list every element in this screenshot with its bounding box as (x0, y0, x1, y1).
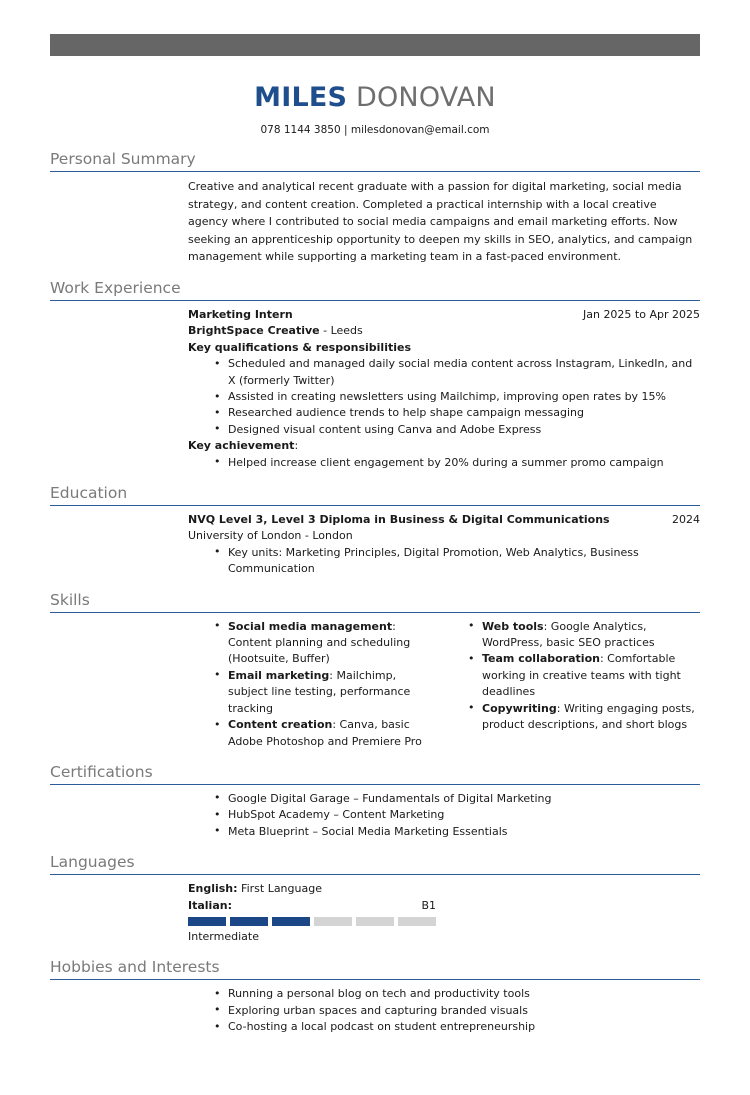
qualification-title: NVQ Level 3, Level 3 Diploma in Business & Digital Communications (188, 513, 610, 527)
meter-segment (356, 917, 394, 926)
section-title-personal-summary: Personal Summary (50, 149, 700, 172)
section-title-work-experience: Work Experience (50, 278, 700, 301)
header-accent-bar (50, 34, 700, 56)
skill-label: Copywriting (482, 701, 557, 715)
meter-segment (398, 917, 436, 926)
primary-language-line (188, 881, 700, 897)
skill-value: : Canva, basic Adobe Photoshop and Premiere Pro (228, 718, 422, 748)
hobbies-list (188, 986, 700, 1035)
employer-name: BrightSpace Creative (188, 324, 320, 338)
certifications-body (50, 785, 700, 840)
list-item: • Key units: Marketing Principles, Digital Promotion, Web Analytics, Business Communication (214, 545, 700, 578)
institution-name: University of London - London (188, 529, 353, 543)
section-education (50, 483, 700, 578)
education-body (50, 506, 700, 578)
list-item (214, 619, 438, 668)
secondary-language-level-code: B1 (421, 898, 436, 912)
section-title-hobbies: Hobbies and Interests (50, 957, 700, 980)
employer-line (188, 323, 700, 339)
skill-label: Web tools (482, 619, 544, 633)
skill-label: Email marketing (228, 668, 330, 682)
section-title-skills: Skills (50, 590, 700, 613)
skills-columns (188, 619, 700, 750)
section-title-languages: Languages (50, 852, 700, 875)
list-item: • Co-hosting a local podcast on student entrepreneurship (214, 1019, 700, 1035)
list-item: • Running a personal blog on tech and productivity tools (214, 986, 700, 1002)
hobbies-body (50, 980, 700, 1035)
personal-summary-text: Creative and analytical recent graduate with a passion for digital marketing, social media strategy, and content creation. Completed a practical internship with a local creative agency where I contributed to social media campaigns and email marketing efforts. Now seeking an apprenticeship opportunity to deepen my skills in SEO, analytics, and campaign management while supporting a marketing team in a fast-paced environment. (188, 180, 693, 264)
list-item: • Researched audience trends to help shape campaign messaging (214, 405, 700, 421)
section-work-experience (50, 278, 700, 471)
section-personal-summary (50, 149, 700, 266)
achievement-label: Key achievement (188, 439, 295, 453)
list-item: • Helped increase client engagement by 20% during a summer promo campaign (214, 455, 700, 471)
job-dates: Jan 2025 to Apr 2025 (582, 307, 700, 321)
job-title: Marketing Intern (188, 307, 293, 321)
first-name: MILES (254, 82, 348, 113)
secondary-language-label: Italian: (188, 898, 232, 912)
list-item (214, 668, 438, 717)
section-certifications (50, 762, 700, 840)
responsibilities-label: Key qualifications & responsibilities (188, 340, 412, 354)
education-year: 2024 (672, 513, 700, 527)
certifications-list (188, 791, 700, 840)
skill-value: : Comfortable working in creative teams with tight deadlines (482, 652, 681, 699)
list-item (468, 651, 700, 700)
skills-body (50, 613, 700, 750)
work-entry-header (188, 307, 700, 323)
section-skills (50, 590, 700, 750)
list-item: • Meta Blueprint – Social Media Marketing Essentials (214, 824, 700, 840)
list-item: • Assisted in creating newsletters using Mailchimp, improving open rates by 15% (214, 389, 700, 405)
section-title-education: Education (50, 483, 700, 506)
skills-column-right (450, 619, 700, 750)
responsibilities-list (188, 356, 700, 438)
achievement-label-line (188, 438, 700, 454)
name-header (50, 82, 700, 137)
list-item: • Exploring urban spaces and capturing branded visuals (214, 1003, 700, 1019)
section-hobbies (50, 957, 700, 1035)
list-item (214, 717, 438, 750)
skill-label: Team collaboration (482, 652, 600, 666)
skills-column-left (188, 619, 438, 750)
language-proficiency-meter (188, 917, 436, 926)
skill-label: Social media management (228, 619, 393, 633)
secondary-language-line (188, 898, 436, 914)
meter-segment (314, 917, 352, 926)
section-languages (50, 852, 700, 945)
meter-segment (230, 917, 268, 926)
list-item (468, 619, 700, 652)
primary-language-value: First Language (237, 882, 322, 896)
skill-label: Content creation (228, 718, 333, 732)
list-item (468, 701, 700, 734)
skills-list-left (188, 619, 438, 750)
list-item: • Designed visual content using Canva and Adobe Express (214, 422, 700, 438)
skill-value: : Writing engaging posts, product descriptions, and short blogs (482, 701, 695, 732)
list-item: • HubSpot Academy – Content Marketing (214, 807, 700, 823)
meter-segment (272, 917, 310, 926)
section-title-certifications: Certifications (50, 762, 700, 785)
list-item: • Google Digital Garage – Fundamentals of Digital Marketing (214, 791, 700, 807)
resume-page (0, 34, 750, 1095)
education-entry-header (188, 512, 700, 528)
skill-value: : Mailchimp, subject line testing, performance tracking (228, 668, 411, 715)
education-details-list (188, 545, 700, 578)
secondary-language-level-text: Intermediate (188, 929, 259, 943)
meter-segment (188, 917, 226, 926)
list-item: • Scheduled and managed daily social media content across Instagram, LinkedIn, and X (formerly Twitter) (214, 356, 700, 389)
languages-body (50, 875, 700, 945)
achievement-label-suffix: : (294, 439, 299, 453)
personal-summary-body (50, 172, 700, 266)
primary-language-label: English: (188, 882, 238, 896)
employer-location: - Leeds (319, 324, 363, 338)
achievements-list (188, 455, 700, 471)
skill-value: : Google Analytics, WordPress, basic SEO practices (482, 619, 655, 650)
page-title (50, 82, 700, 114)
skill-value: : Content planning and scheduling (Hootsuite, Buffer) (228, 619, 411, 666)
contact-line: 078 1144 3850 | milesdonovan@email.com (260, 124, 490, 136)
skills-list-right (450, 619, 700, 734)
work-experience-body (50, 301, 700, 471)
last-name: DONOVAN (355, 82, 496, 113)
